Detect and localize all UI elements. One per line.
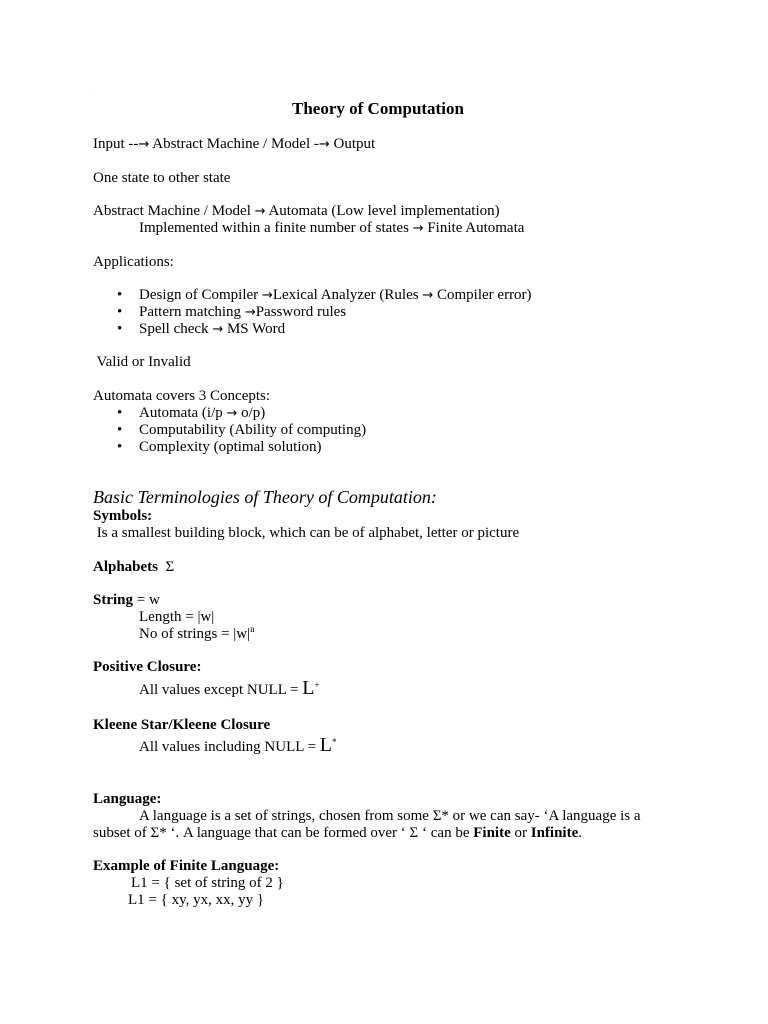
- language-label: Language:: [93, 791, 162, 807]
- list-item-text: Compiler error): [433, 287, 532, 303]
- superscript-n: n: [250, 624, 255, 634]
- output-text: Output: [329, 136, 376, 152]
- example-label: Example of Finite Language:: [93, 858, 280, 874]
- arrow-icon: →: [412, 221, 424, 236]
- finite-automata-text: Finite Automata: [423, 220, 525, 236]
- no-strings-line: [139, 626, 255, 643]
- abstract-machine-line: [93, 203, 500, 220]
- string-line: [93, 592, 160, 609]
- sigma-symbol: Σ: [165, 559, 175, 575]
- alphabets-line: [93, 559, 174, 576]
- arrow-icon: →: [318, 137, 330, 152]
- symbols-label: Symbols:: [93, 508, 153, 524]
- abstract-machine-text: Abstract Machine / Model -: [149, 136, 319, 152]
- symbols-text: Is a smallest building block, which can be of alphabet, letter or picture: [93, 525, 520, 541]
- input-output-line: [93, 136, 375, 153]
- implemented-line: [139, 220, 524, 237]
- arrow-icon: →: [212, 322, 224, 337]
- language-line-2: [93, 825, 582, 842]
- infinite-word: Infinite: [530, 825, 579, 841]
- alphabets-label: Alphabets: [93, 559, 159, 575]
- string-label: String: [93, 592, 134, 608]
- list-item-text: MS Word: [223, 321, 286, 337]
- or-word: or: [510, 825, 531, 841]
- state-line: One state to other state: [93, 170, 231, 186]
- bullet-icon: •: [117, 422, 123, 438]
- star-superscript: *: [332, 737, 337, 747]
- abstract-machine-text: Abstract Machine / Model: [93, 203, 255, 219]
- arrow-icon: →: [138, 137, 150, 152]
- no-strings-text: No of strings = |w|: [139, 626, 251, 642]
- language-text: subset of Σ* ‘. A language that can be formed over ‘ Σ ‘ can be: [93, 825, 474, 841]
- positive-closure-line: [139, 677, 320, 699]
- finite-word: Finite: [473, 825, 511, 841]
- bullet-icon: •: [117, 304, 123, 320]
- kleene-line: [139, 734, 337, 756]
- bullet-icon: •: [117, 405, 123, 421]
- list-item-text: Computability (Ability of computing): [139, 422, 367, 438]
- section-heading: Basic Terminologies of Theory of Computation:: [93, 487, 437, 507]
- corner-mark: ·: [93, 90, 95, 95]
- applications-label: Applications:: [93, 254, 174, 270]
- arrow-icon: →: [261, 288, 273, 303]
- list-item-text: o/p): [237, 405, 266, 421]
- list-item-text: Lexical Analyzer (Rules: [272, 287, 423, 303]
- list-item-text: Spell check: [139, 321, 213, 337]
- list-item-text: Design of Compiler: [139, 287, 262, 303]
- plus-superscript: +: [314, 680, 320, 690]
- list-item-text: Complexity (optimal solution): [139, 439, 322, 455]
- language-line-1: A language is a set of strings, chosen from some Σ* or we can say- ‘A language is a: [139, 808, 641, 824]
- positive-closure-text: All values except NULL =: [139, 682, 303, 698]
- list-item-text: Password rules: [255, 304, 347, 320]
- automata-concepts-label: Automata covers 3 Concepts:: [93, 388, 271, 404]
- bullet-icon: •: [117, 439, 123, 455]
- kleene-label: Kleene Star/Kleene Closure: [93, 717, 271, 733]
- arrow-icon: →: [422, 288, 434, 303]
- input-text: Input --: [93, 136, 139, 152]
- string-text: = w: [133, 592, 160, 608]
- bullet-icon: •: [117, 321, 123, 337]
- automata-text: Automata (Low level implementation): [265, 203, 500, 219]
- implemented-text: Implemented within a finite number of states: [139, 220, 413, 236]
- bullet-icon: •: [117, 287, 123, 303]
- L-symbol: L: [319, 734, 333, 756]
- period: .: [578, 825, 583, 841]
- valid-invalid-line: Valid or Invalid: [93, 354, 191, 370]
- positive-closure-label: Positive Closure:: [93, 659, 202, 675]
- arrow-icon: →: [244, 305, 256, 320]
- arrow-icon: →: [254, 204, 266, 219]
- length-line: Length = |w|: [139, 609, 215, 625]
- kleene-text: All values including NULL =: [139, 739, 320, 755]
- list-item-text: Automata (i/p: [139, 405, 227, 421]
- page-title: Theory of Computation: [292, 99, 464, 118]
- list-item-text: Pattern matching: [139, 304, 245, 320]
- example-line-2: L1 = { xy, yx, xx, yy }: [128, 892, 265, 908]
- L-symbol: L: [302, 677, 315, 699]
- example-line-1: L1 = { set of string of 2 }: [131, 875, 284, 891]
- arrow-icon: →: [226, 406, 238, 421]
